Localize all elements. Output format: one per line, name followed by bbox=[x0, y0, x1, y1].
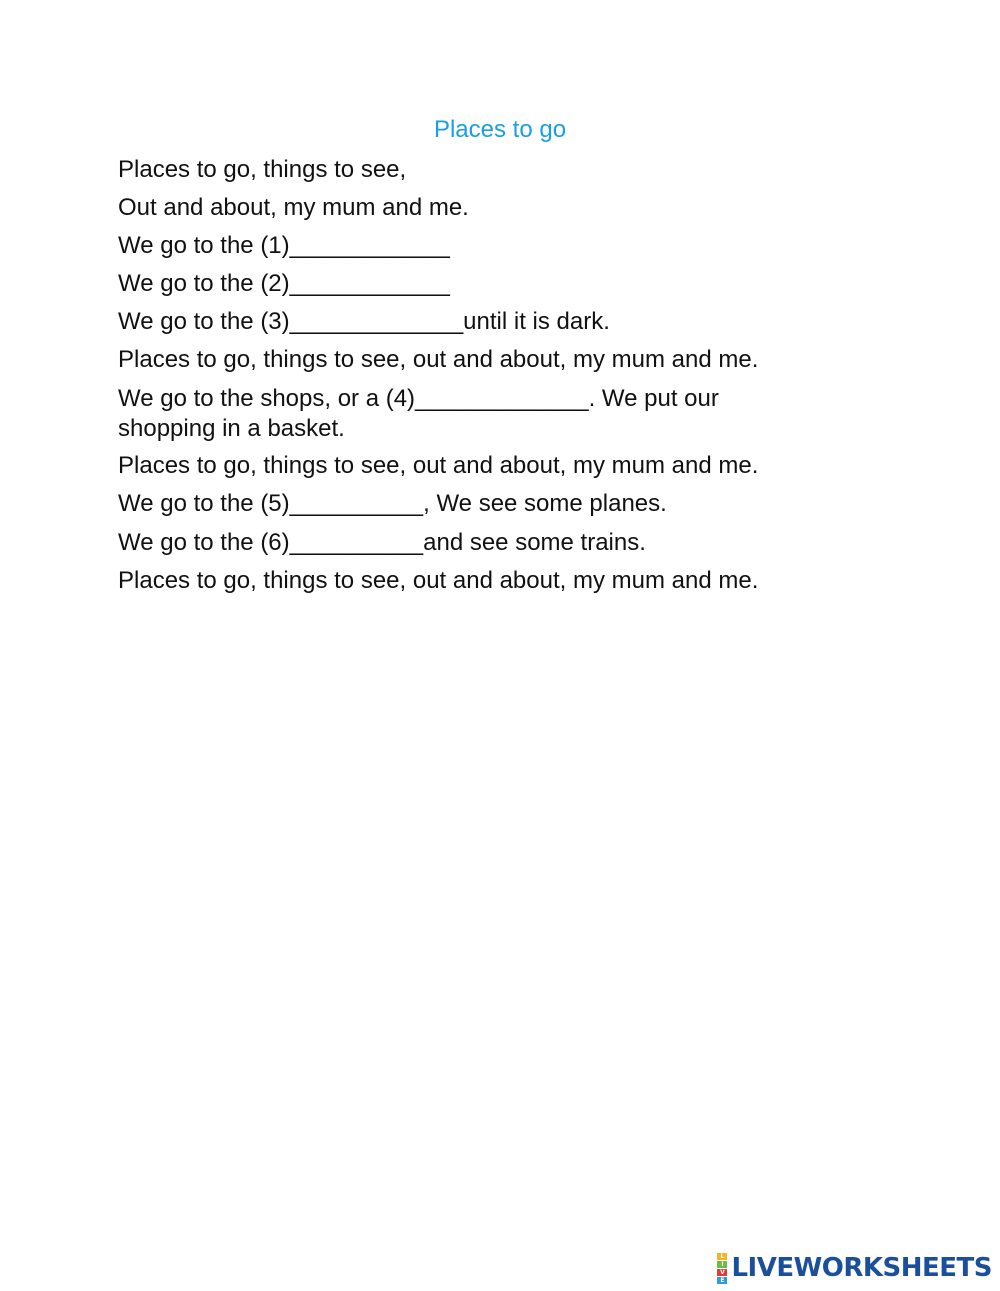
poem-line-9-chorus: Places to go, things to see, out and about, my mum and me. bbox=[118, 452, 759, 479]
worksheet-title: Places to go bbox=[433, 116, 567, 143]
logo-icon bbox=[717, 1253, 727, 1284]
logo-block-e: E bbox=[717, 1277, 727, 1284]
poem-line-2: Out and about, my mum and me. bbox=[118, 194, 469, 221]
logo-block-l: L bbox=[717, 1253, 727, 1260]
logo-block-v: V bbox=[717, 1269, 727, 1276]
poem-line-6-chorus: Places to go, things to see, out and about, my mum and me. bbox=[118, 346, 759, 373]
poem-line-11-blank-6: We go to the (6)__________and see some trains. bbox=[118, 529, 646, 556]
poem-line-3-blank-1: We go to the (1)____________ bbox=[118, 232, 450, 259]
poem-line-10-blank-5: We go to the (5)__________, We see some planes. bbox=[118, 490, 667, 517]
liveworksheets-logo bbox=[717, 1253, 992, 1283]
poem-line-8: shopping in a basket. bbox=[118, 415, 345, 442]
poem-line-12-chorus: Places to go, things to see, out and about, my mum and me. bbox=[118, 567, 759, 594]
poem-line-1: Places to go, things to see, bbox=[118, 156, 407, 183]
logo-block-i: I bbox=[717, 1261, 727, 1268]
poem-line-7-blank-4: We go to the shops, or a (4)_____________. We put our bbox=[118, 385, 719, 412]
poem-line-5-blank-3: We go to the (3)_____________until it is dark. bbox=[118, 308, 610, 335]
logo-text: LIVEWORKSHEETS bbox=[731, 1253, 992, 1283]
poem-line-4-blank-2: We go to the (2)____________ bbox=[118, 270, 450, 297]
